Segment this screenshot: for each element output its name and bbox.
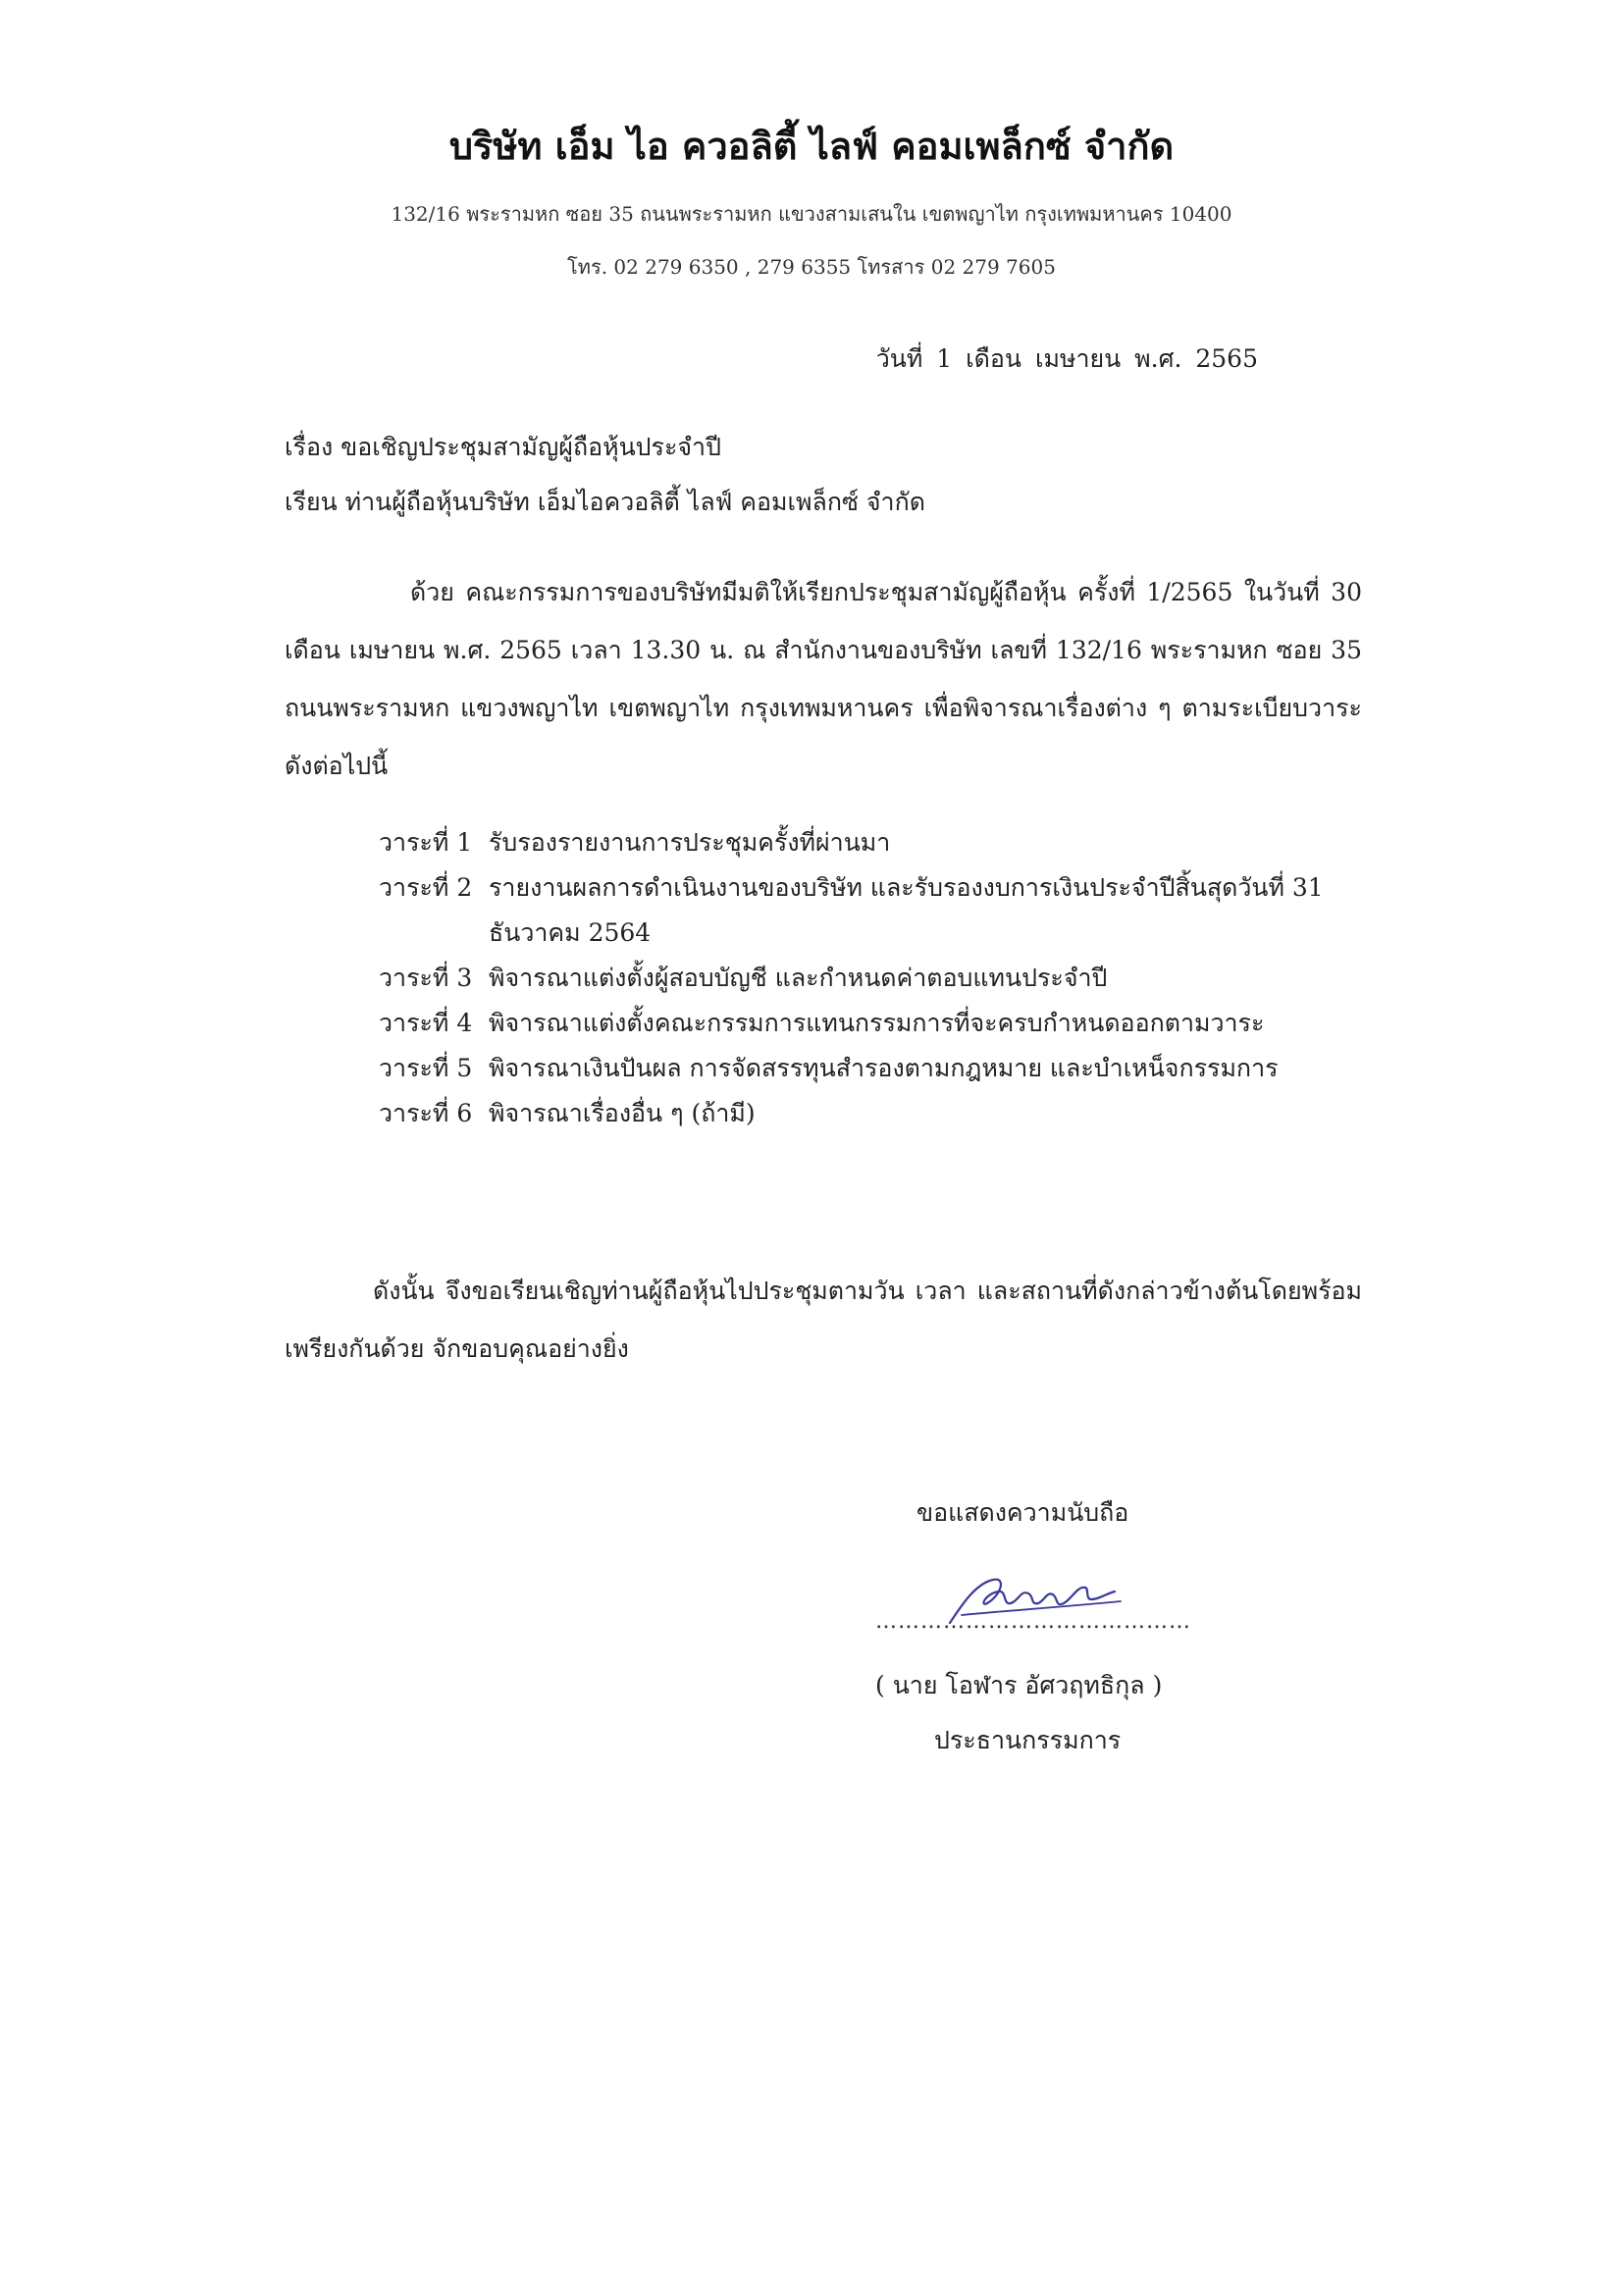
agenda-item-2 [379,865,1370,956]
agenda-text: รับรองรายงานการประชุมครั้งที่ผ่านมา [489,828,891,857]
closing-salutation: ขอแสดงความนับถือ [916,1498,1129,1527]
agenda-text: รายงานผลการดำเนินงานของบริษัท และรับรองงบการเงินประจำปีสิ้นสุดวันที่ 31 ธันวาคม 2564 [489,873,1324,947]
body-paragraph-closing: ดังนั้น จึงขอเรียนเชิญท่านผู้ถือหุ้นไปประชุมตามวัน เวลา และสถานที่ดังกล่าวข้างต้นโดยพร้อมเพรียงกันด้วย จักขอบคุณอย่างยิ่ง [285,1277,1362,1363]
company-phone: โทร. 02 279 6350 , 279 6355 โทรสาร 02 279 7605 [567,255,1056,279]
agenda-list [379,820,1370,1136]
agenda-text: พิจารณาแต่งตั้งผู้สอบบัญชี และกำหนดค่าตอบแทนประจำปี [489,964,1108,992]
agenda-label: วาระที่ 4 [379,1009,473,1037]
agenda-item-5 [379,1046,1370,1091]
agenda-label: วาระที่ 5 [379,1054,473,1082]
signature-line: …………………………………… [875,1609,1191,1634]
agenda-item-4 [379,1001,1370,1046]
body-paragraph-intro: ด้วย คณะกรรมการของบริษัทมีมติให้เรียกประชุมสามัญผู้ถือหุ้น ครั้งที่ 1/2565 ในวันที่ 30 เดือน เมษายน พ.ศ. 2565 เวลา 13.30 น. ณ สำนักงานของบริษัท เลขที่ 132/16 พระรามหก ซอย 35 ถนนพระรามหก แขวงพญาไท เขตพญาไท กรุงเทพมหานคร เพื่อพิจารณาเรื่องต่าง ๆ ตามระเบียบวาระดังต่อไปนี้ [285,578,1362,780]
agenda-item-6 [379,1091,1370,1136]
letter-date: วันที่ 1 เดือน เมษายน พ.ศ. 2565 [875,344,1258,373]
agenda-label: วาระที่ 3 [379,964,473,992]
letter-subject: เรื่อง ขอเชิญประชุมสามัญผู้ถือหุ้นประจำปี [285,433,721,461]
agenda-label: วาระที่ 1 [379,828,473,857]
agenda-item-1 [379,820,1370,865]
agenda-text: พิจารณาเงินปันผล การจัดสรรทุนสำรองตามกฎหมาย และบำเหน็จกรรมการ [489,1054,1279,1082]
agenda-label: วาระที่ 6 [379,1099,473,1127]
letter-recipient: เรียน ท่านผู้ถือหุ้นบริษัท เอ็มไอควอลิตี้ ไลฟ์ คอมเพล็กซ์ จำกัด [285,488,925,516]
agenda-item-3 [379,956,1370,1001]
company-name: บริษัท เอ็ม ไอ ควอลิตี้ ไลฟ์ คอมเพล็กซ์ จำกัด [448,124,1175,168]
signer-name: ( นาย โอฬาร อัศวฤทธิกุล ) [875,1671,1163,1699]
agenda-text: พิจารณาแต่งตั้งคณะกรรมการแทนกรรมการที่จะครบกำหนดออกตามวาระ [489,1009,1265,1037]
company-address: 132/16 พระรามหก ซอย 35 ถนนพระรามหก แขวงสามเสนใน เขตพญาไท กรุงเทพมหานคร 10400 [391,202,1232,226]
agenda-label: วาระที่ 2 [379,873,473,902]
agenda-text: พิจารณาเรื่องอื่น ๆ (ถ้ามี) [489,1099,756,1127]
signer-title: ประธานกรรมการ [934,1726,1122,1754]
